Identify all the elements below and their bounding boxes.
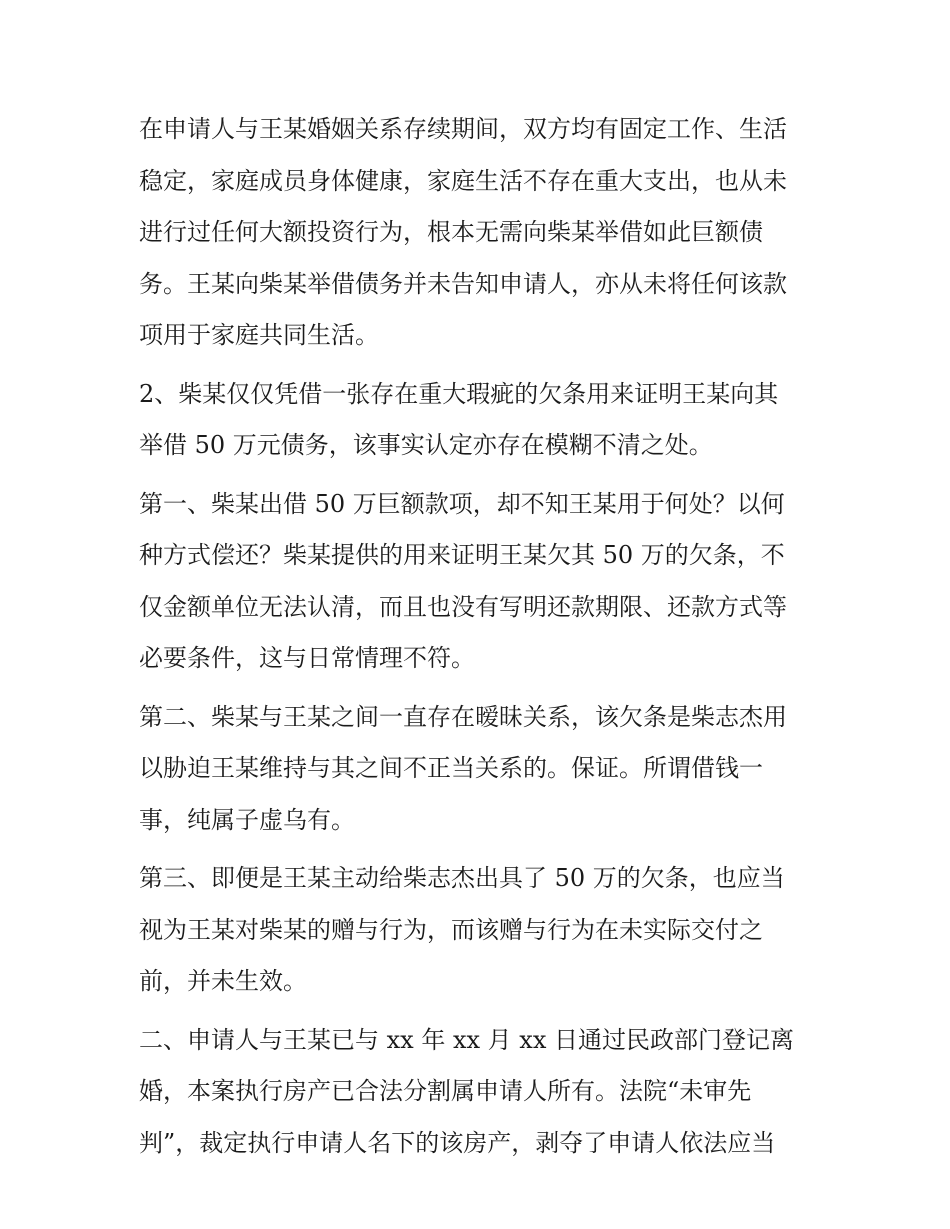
text-line: 2、柴某仅仅凭借一张存在重大瑕疵的欠条用来证明王某向其 xyxy=(139,379,779,408)
text-line: 种方式偿还？柴某提供的用来证明王某欠其 50 万的欠条，不 xyxy=(139,541,785,569)
text-line: 第一、柴某出借 50 万巨额款项，却不知王某用于何处？以何 xyxy=(139,489,785,518)
text-line: 必要条件，这与日常情理不符。 xyxy=(139,644,475,672)
text-line: 事，纯属子虚乌有。 xyxy=(139,805,355,834)
text-line: 稳定，家庭成员身体健康，家庭生活不存在重大支出，也从未 xyxy=(139,166,787,195)
text-line: 判”，裁定执行申请人名下的该房产，剥夺了申请人依法应当 xyxy=(139,1128,776,1157)
text-line: 前，并未生效。 xyxy=(139,967,307,995)
text-line: 第三、即便是王某主动给柴志杰出具了 50 万的欠条，也应当 xyxy=(139,864,785,892)
text-line: 务。王某向柴某举借债务并未告知申请人，亦从未将任何该款 xyxy=(139,269,787,298)
text-line: 举借 50 万元债务，该事实认定亦存在模糊不清之处。 xyxy=(139,431,713,459)
text-line: 二、申请人与王某已与 xx 年 xx 月 xx 日通过民政部门登记离 xyxy=(139,1025,794,1054)
text-line: 项用于家庭共同生活。 xyxy=(139,321,379,349)
text-line: 婚，本案执行房产已合法分割属申请人所有。法院“未审先 xyxy=(139,1077,752,1105)
text-line: 以胁迫王某维持与其之间不正当关系的。保证。所谓借钱一 xyxy=(139,754,763,782)
text-line: 视为王某对柴某的赠与行为，而该赠与行为在未实际交付之 xyxy=(139,915,763,944)
document-body xyxy=(139,108,819,1173)
text-line: 仅金额单位无法认清，而且也没有写明还款期限、还款方式等 xyxy=(139,592,787,621)
text-line: 在申请人与王某婚姻关系存续期间，双方均有固定工作、生活 xyxy=(139,115,787,143)
text-line: 进行过任何大额投资行为，根本无需向柴某举借如此巨额债 xyxy=(139,218,763,246)
text-line: 第二、柴某与王某之间一直存在暧昧关系，该欠条是柴志杰用 xyxy=(139,702,787,731)
